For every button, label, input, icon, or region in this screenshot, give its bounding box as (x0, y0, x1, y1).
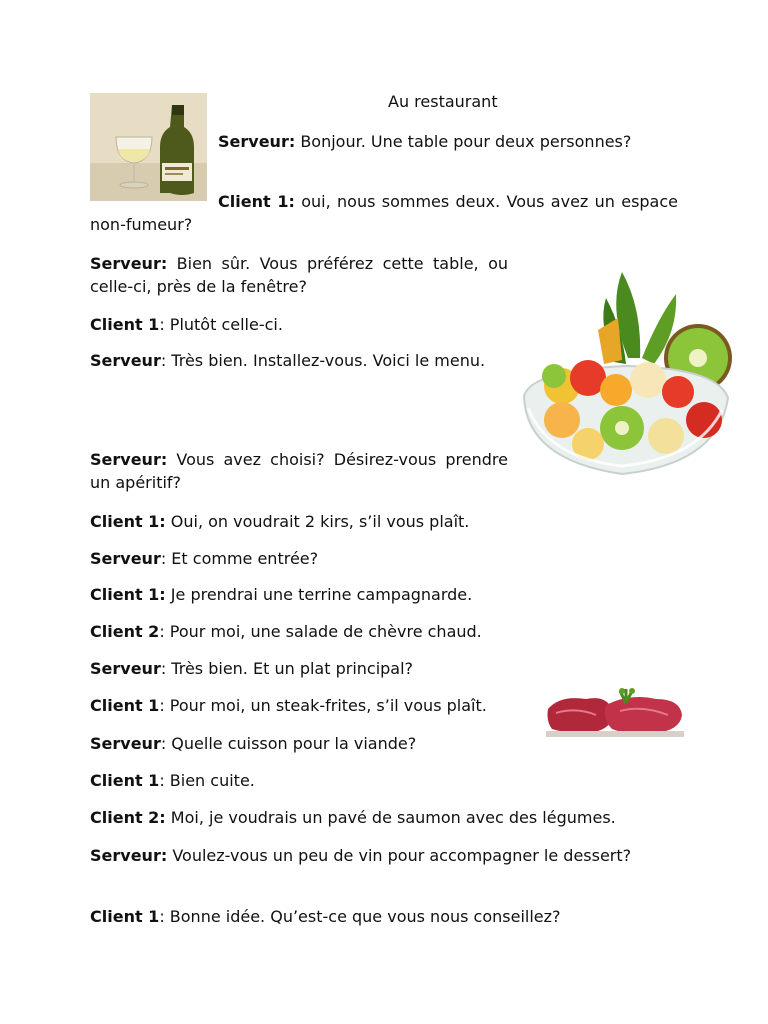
dialogue-line-5 (90, 349, 508, 372)
dialogue-line-8 (90, 547, 678, 570)
dialogue-line-15 (90, 806, 678, 829)
speaker-label: Client 1 (90, 771, 160, 790)
speaker-label: Client 1: (218, 192, 295, 211)
dialogue-text: Voulez-vous un peu de vin pour accompagner le dessert? (167, 846, 632, 865)
dialogue-line-7 (90, 510, 678, 533)
speaker-label: Client 1 (90, 696, 160, 715)
dialogue-text: : Et comme entrée? (160, 549, 319, 568)
dialogue-text: oui, nous sommes deux. Vous avez un espace non-fumeur? (90, 192, 679, 234)
dialogue-text: : Plutôt celle-ci. (159, 315, 283, 334)
speaker-label: Client 2: (90, 808, 166, 827)
fruit-salad-image (518, 268, 740, 480)
dialogue-line-2 (90, 190, 678, 236)
dialogue-line-11 (90, 657, 678, 680)
speaker-label: Serveur: (90, 254, 168, 273)
dialogue-text: : Quelle cuisson pour la viande? (160, 734, 417, 753)
dialogue-line-6 (90, 448, 508, 494)
steak-image (546, 685, 684, 737)
dialogue-text: : Très bien. Et un plat principal? (160, 659, 414, 678)
speaker-label: Serveur (90, 351, 161, 370)
dialogue-text: Oui, on voudrait 2 kirs, s’il vous plaît. (165, 512, 470, 531)
speaker-label: Client 1: (90, 585, 166, 604)
dialogue-text: Bien sûr. Vous préférez cette table, ou celle-ci, près de la fenêtre? (90, 254, 508, 296)
speaker-label: Serveur (90, 734, 161, 753)
dialogue-line-9 (90, 583, 678, 606)
speaker-label: Client 1: (90, 512, 166, 531)
speaker-label: Client 1 (90, 315, 160, 334)
dialogue-text: : Très bien. Installez-vous. Voici le menu. (160, 351, 486, 370)
wine-bottle-image (90, 93, 207, 201)
speaker-label: Client 1 (90, 907, 160, 926)
dialogue-line-10 (90, 620, 678, 643)
dialogue-line-4 (90, 313, 508, 336)
dialogue-line-17 (90, 905, 678, 928)
dialogue-text: Vous avez choisi? Désirez-vous prendre un apéritif? (90, 450, 508, 492)
dialogue-line-1 (218, 130, 678, 153)
page-title: Au restaurant (388, 92, 498, 111)
dialogue-text: : Bien cuite. (159, 771, 255, 790)
speaker-label: Client 2 (90, 622, 160, 641)
speaker-label: Serveur (90, 549, 161, 568)
dialogue-text: Moi, je voudrais un pavé de saumon avec des légumes. (165, 808, 616, 827)
dialogue-text: : Pour moi, un steak-frites, s’il vous plaît. (159, 696, 487, 715)
dialogue-text: Bonjour. Une table pour deux personnes? (295, 132, 632, 151)
dialogue-text: : Bonne idée. Qu’est-ce que vous nous conseillez? (159, 907, 561, 926)
dialogue-line-14 (90, 769, 678, 792)
dialogue-line-16 (90, 844, 678, 867)
dialogue-text: Je prendrai une terrine campagnarde. (165, 585, 473, 604)
speaker-label: Serveur (90, 659, 161, 678)
speaker-label: Serveur: (90, 846, 168, 865)
speaker-label: Serveur: (218, 132, 296, 151)
dialogue-line-3 (90, 252, 508, 298)
speaker-label: Serveur: (90, 450, 168, 469)
dialogue-text: : Pour moi, une salade de chèvre chaud. (159, 622, 482, 641)
